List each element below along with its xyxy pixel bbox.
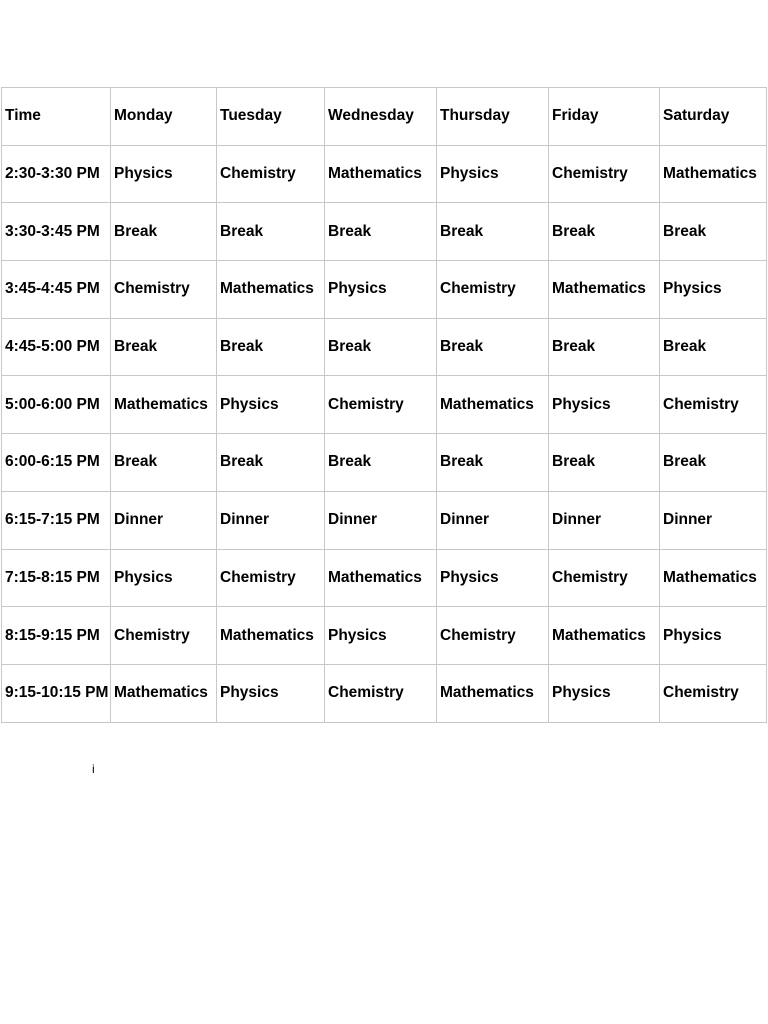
column-header: Time [2, 88, 111, 146]
subject-cell: Chemistry [111, 261, 217, 319]
column-header: Friday [549, 88, 660, 146]
subject-cell: Break [111, 434, 217, 492]
subject-cell: Mathematics [549, 607, 660, 665]
subject-cell: Break [325, 203, 437, 261]
subject-cell: Physics [437, 549, 549, 607]
subject-cell: Mathematics [325, 145, 437, 203]
column-header: Monday [111, 88, 217, 146]
subject-cell: Chemistry [325, 664, 437, 722]
subject-cell: Mathematics [437, 376, 549, 434]
subject-cell: Chemistry [549, 145, 660, 203]
subject-cell: Break [437, 318, 549, 376]
header-row [2, 88, 767, 146]
subject-cell: Break [325, 434, 437, 492]
subject-cell: Physics [111, 145, 217, 203]
subject-cell: Break [660, 434, 767, 492]
subject-cell: Physics [217, 664, 325, 722]
subject-cell: Physics [217, 376, 325, 434]
table-row [2, 491, 767, 549]
table-row [2, 203, 767, 261]
subject-cell: Chemistry [217, 549, 325, 607]
schedule-body [2, 88, 767, 723]
column-header: Tuesday [217, 88, 325, 146]
time-slot-cell: 5:00-6:00 PM [2, 376, 111, 434]
subject-cell: Break [217, 318, 325, 376]
subject-cell: Dinner [325, 491, 437, 549]
subject-cell: Break [660, 203, 767, 261]
time-slot-cell: 8:15-9:15 PM [2, 607, 111, 665]
subject-cell: Mathematics [217, 261, 325, 319]
subject-cell: Dinner [217, 491, 325, 549]
table-row [2, 376, 767, 434]
subject-cell: Chemistry [437, 607, 549, 665]
subject-cell: Chemistry [111, 607, 217, 665]
table-row [2, 664, 767, 722]
subject-cell: Physics [660, 607, 767, 665]
subject-cell: Dinner [437, 491, 549, 549]
time-slot-cell: 7:15-8:15 PM [2, 549, 111, 607]
table-row [2, 145, 767, 203]
subject-cell: Break [217, 434, 325, 492]
subject-cell: Dinner [111, 491, 217, 549]
table-row [2, 607, 767, 665]
column-header: Wednesday [325, 88, 437, 146]
subject-cell: Break [217, 203, 325, 261]
subject-cell: Mathematics [111, 376, 217, 434]
footnote-text: i [92, 762, 95, 776]
column-header: Thursday [437, 88, 549, 146]
subject-cell: Physics [660, 261, 767, 319]
time-slot-cell: 3:30-3:45 PM [2, 203, 111, 261]
schedule-table [1, 87, 767, 723]
subject-cell: Mathematics [217, 607, 325, 665]
subject-cell: Break [437, 434, 549, 492]
table-row [2, 434, 767, 492]
subject-cell: Break [549, 203, 660, 261]
subject-cell: Physics [549, 376, 660, 434]
subject-cell: Dinner [660, 491, 767, 549]
subject-cell: Physics [549, 664, 660, 722]
subject-cell: Break [549, 434, 660, 492]
subject-cell: Break [111, 318, 217, 376]
subject-cell: Physics [325, 607, 437, 665]
time-slot-cell: 9:15-10:15 PM [2, 664, 111, 722]
subject-cell: Chemistry [217, 145, 325, 203]
table-row [2, 549, 767, 607]
table-row [2, 318, 767, 376]
table-row [2, 261, 767, 319]
subject-cell: Dinner [549, 491, 660, 549]
subject-cell: Mathematics [437, 664, 549, 722]
subject-cell: Chemistry [437, 261, 549, 319]
subject-cell: Mathematics [660, 145, 767, 203]
subject-cell: Break [325, 318, 437, 376]
subject-cell: Chemistry [325, 376, 437, 434]
subject-cell: Break [660, 318, 767, 376]
subject-cell: Chemistry [549, 549, 660, 607]
subject-cell: Mathematics [325, 549, 437, 607]
column-header: Saturday [660, 88, 767, 146]
time-slot-cell: 6:15-7:15 PM [2, 491, 111, 549]
subject-cell: Break [549, 318, 660, 376]
subject-cell: Physics [111, 549, 217, 607]
subject-cell: Physics [437, 145, 549, 203]
time-slot-cell: 3:45-4:45 PM [2, 261, 111, 319]
subject-cell: Chemistry [660, 664, 767, 722]
time-slot-cell: 6:00-6:15 PM [2, 434, 111, 492]
subject-cell: Chemistry [660, 376, 767, 434]
subject-cell: Mathematics [111, 664, 217, 722]
subject-cell: Mathematics [549, 261, 660, 319]
time-slot-cell: 4:45-5:00 PM [2, 318, 111, 376]
subject-cell: Physics [325, 261, 437, 319]
time-slot-cell: 2:30-3:30 PM [2, 145, 111, 203]
subject-cell: Break [437, 203, 549, 261]
subject-cell: Mathematics [660, 549, 767, 607]
subject-cell: Break [111, 203, 217, 261]
